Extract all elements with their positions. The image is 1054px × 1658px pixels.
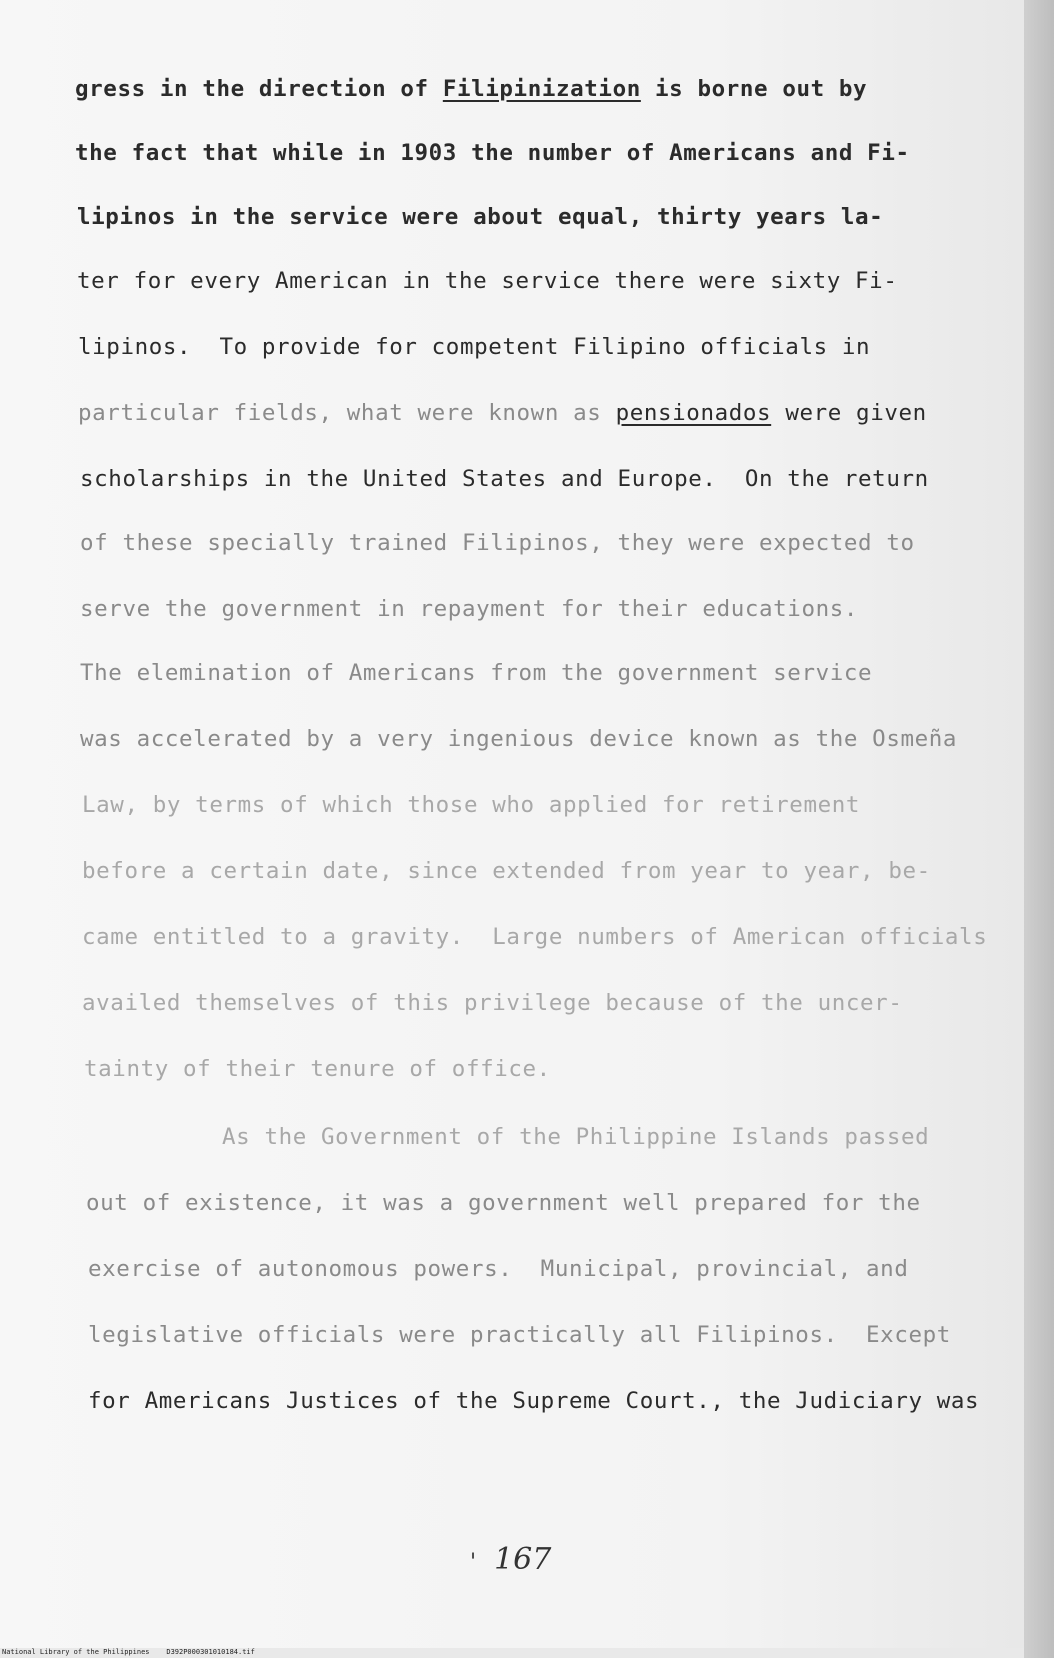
page-number-value: 167 [494, 1542, 552, 1577]
scan-footer-caption: National Library of the Philippines D392P000301010184.tif [2, 1648, 255, 1656]
underlined-term-pensionados: pensionados [615, 400, 772, 426]
line-6-part-a: particular fields, what were known as [78, 400, 616, 426]
page-mark: ' [470, 1550, 477, 1575]
line-1-part-a: gress in the direction of [75, 76, 443, 102]
text-line-14: came entitled to a gravity. Large numbers of American officials [82, 924, 988, 950]
text-line-13: before a certain date, since extended from year to year, be- [82, 858, 931, 884]
text-line-17: As the Government of the Philippine Islands passed [222, 1124, 930, 1150]
underlined-term-filipinization: Filipinization [442, 76, 641, 102]
text-line-16: tainty of their tenure of office. [84, 1056, 551, 1082]
text-line-9: serve the government in repayment for their educations. [80, 596, 859, 622]
text-line-12: Law, by terms of which those who applied for retirement [82, 792, 861, 818]
text-line-21: for Americans Justices of the Supreme Court., the Judiciary was [88, 1388, 980, 1414]
text-line-5: lipinos. To provide for competent Filipino officials in [78, 334, 871, 360]
text-line-18: out of existence, it was a government well prepared for the [86, 1190, 921, 1216]
text-line-2: the fact that while in 1903 the number of Americans and Fi- [75, 140, 910, 166]
line-6-part-b: were given [771, 400, 927, 426]
text-line-7: scholarships in the United States and Europe. On the return [80, 466, 929, 492]
line-1-part-b: is borne out by [640, 76, 868, 102]
text-line-3: lipinos in the service were about equal, thirty years la- [77, 204, 884, 230]
text-line-20: legislative officials were practically all Filipinos. Except [88, 1322, 951, 1348]
text-line-11: was accelerated by a very ingenious device known as the Osmeña [80, 726, 958, 752]
text-line-1 [75, 76, 867, 102]
text-line-10: The elemination of Americans from the government service [80, 660, 873, 686]
text-line-15: availed themselves of this privilege because of the uncer- [82, 990, 903, 1016]
text-line-19: exercise of autonomous powers. Municipal, provincial, and [88, 1256, 909, 1282]
text-line-8: of these specially trained Filipinos, they were expected to [80, 530, 915, 556]
text-line-6 [78, 400, 927, 426]
scan-edge-shadow [1024, 0, 1054, 1658]
text-line-4: ter for every American in the service there were sixty Fi- [77, 268, 898, 294]
page-number [470, 1542, 551, 1577]
